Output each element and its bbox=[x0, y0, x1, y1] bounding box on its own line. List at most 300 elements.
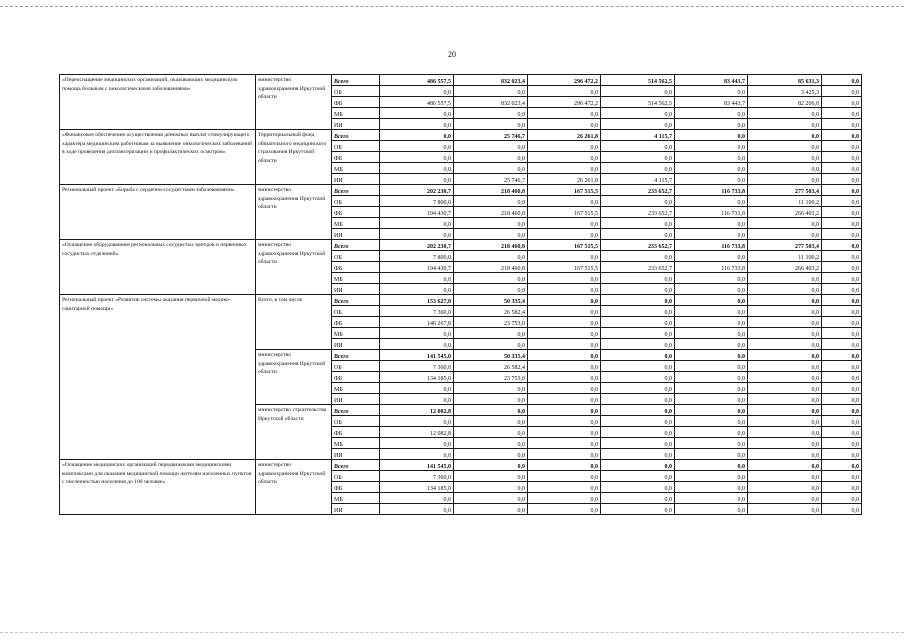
amount-cell: 0,0 bbox=[675, 427, 748, 438]
funding-source-cell: ИИ bbox=[332, 174, 380, 185]
amount-cell: 0,0 bbox=[601, 218, 675, 229]
table-row bbox=[60, 295, 862, 306]
measure-name-cell: «Оснащение оборудованием региональных сосудистых центров и первичных сосудистых отделений» bbox=[60, 240, 256, 295]
funding-source-cell: Всего bbox=[332, 185, 380, 196]
amount-cell: 0,0 bbox=[675, 108, 748, 119]
amount-cell: 0,0 bbox=[601, 163, 675, 174]
funding-source-cell: Всего bbox=[332, 405, 380, 416]
amount-cell: 0,0 bbox=[601, 427, 675, 438]
funding-source-cell: ИИ bbox=[332, 394, 380, 405]
amount-cell: 0,0 bbox=[748, 350, 822, 361]
amount-cell: 0,0 bbox=[380, 493, 454, 504]
amount-cell: 0,0 bbox=[748, 449, 822, 460]
amount-cell: 50 335,4 bbox=[454, 350, 528, 361]
amount-cell: 0,0 bbox=[675, 416, 748, 427]
funding-source-cell: МБ bbox=[332, 273, 380, 284]
amount-cell: 0,0 bbox=[675, 141, 748, 152]
amount-cell: 0,0 bbox=[675, 306, 748, 317]
amount-cell: 0,0 bbox=[748, 174, 822, 185]
amount-cell: 0,0 bbox=[675, 273, 748, 284]
amount-cell: 0,0 bbox=[454, 141, 528, 152]
amount-cell: 0,0 bbox=[528, 482, 601, 493]
amount-cell: 0,0 bbox=[675, 251, 748, 262]
amount-cell: 0,0 bbox=[601, 251, 675, 262]
amount-cell: 0,0 bbox=[822, 185, 862, 196]
amount-cell: 7 360,0 bbox=[380, 471, 454, 482]
amount-cell: 0,0 bbox=[748, 482, 822, 493]
amount-cell: 0,0 bbox=[528, 273, 601, 284]
amount-cell: 0,0 bbox=[601, 119, 675, 130]
amount-cell: 167 515,5 bbox=[528, 207, 601, 218]
amount-cell: 0,0 bbox=[601, 471, 675, 482]
amount-cell: 0,0 bbox=[822, 383, 862, 394]
amount-cell: 0,0 bbox=[675, 174, 748, 185]
amount-cell: 0,0 bbox=[675, 86, 748, 97]
measure-name-cell: «Переоснащение медицинских организаций, оказывающих медицинскую помощь больным с онкологическими заболеваниями» bbox=[60, 75, 256, 130]
funding-source-cell: ФБ bbox=[332, 482, 380, 493]
amount-cell: 0,0 bbox=[822, 317, 862, 328]
amount-cell: 0,0 bbox=[601, 438, 675, 449]
amount-cell: 4 115,7 bbox=[601, 130, 675, 141]
amount-cell: 25 746,7 bbox=[454, 130, 528, 141]
amount-cell: 0,0 bbox=[822, 207, 862, 218]
amount-cell: 26 582,4 bbox=[454, 361, 528, 372]
amount-cell: 202 230,7 bbox=[380, 240, 454, 251]
funding-source-cell: ИИ bbox=[332, 504, 380, 515]
amount-cell: 0,0 bbox=[748, 438, 822, 449]
amount-cell: 0,0 bbox=[675, 339, 748, 350]
amount-cell: 0,0 bbox=[822, 350, 862, 361]
amount-cell: 0,0 bbox=[822, 97, 862, 108]
amount-cell: 12 082,8 bbox=[380, 427, 454, 438]
amount-cell: 0,0 bbox=[380, 141, 454, 152]
amount-cell: 0,0 bbox=[454, 229, 528, 240]
amount-cell: 0,0 bbox=[675, 504, 748, 515]
amount-cell: 0,0 bbox=[454, 438, 528, 449]
funding-source-cell: ФБ bbox=[332, 152, 380, 163]
amount-cell: 0,0 bbox=[822, 229, 862, 240]
executor-cell: министерство здравоохранения Иркутской области bbox=[256, 460, 332, 515]
amount-cell: 0,0 bbox=[822, 460, 862, 471]
amount-cell: 266 403,2 bbox=[748, 207, 822, 218]
amount-cell: 134 185,0 bbox=[380, 372, 454, 383]
amount-cell: 0,0 bbox=[380, 174, 454, 185]
funding-source-cell: ФБ bbox=[332, 97, 380, 108]
funding-source-cell: ОБ bbox=[332, 251, 380, 262]
amount-cell: 0,0 bbox=[822, 328, 862, 339]
amount-cell: 0,0 bbox=[822, 284, 862, 295]
amount-cell: 832 023,4 bbox=[454, 75, 528, 86]
amount-cell: 0,0 bbox=[528, 339, 601, 350]
amount-cell: 25 746,7 bbox=[454, 174, 528, 185]
funding-source-cell: Всего bbox=[332, 295, 380, 306]
amount-cell: 0,0 bbox=[454, 394, 528, 405]
funding-source-cell: ФБ bbox=[332, 427, 380, 438]
amount-cell: 194 430,7 bbox=[380, 262, 454, 273]
amount-cell: 486 557,5 bbox=[380, 75, 454, 86]
amount-cell: 26 261,8 bbox=[528, 130, 601, 141]
amount-cell: 0,0 bbox=[822, 108, 862, 119]
executor-cell: министерство здравоохранения Иркутской области bbox=[256, 75, 332, 130]
amount-cell: 0,0 bbox=[822, 141, 862, 152]
amount-cell: 0,0 bbox=[528, 361, 601, 372]
amount-cell: 0,0 bbox=[822, 273, 862, 284]
amount-cell: 23 753,0 bbox=[454, 317, 528, 328]
amount-cell: 0,0 bbox=[675, 361, 748, 372]
amount-cell: 0,0 bbox=[748, 405, 822, 416]
amount-cell: 0,0 bbox=[454, 86, 528, 97]
amount-cell: 0,0 bbox=[675, 119, 748, 130]
amount-cell: 0,0 bbox=[528, 251, 601, 262]
amount-cell: 296 472,2 bbox=[528, 75, 601, 86]
funding-source-cell: ОБ bbox=[332, 416, 380, 427]
amount-cell: 0,0 bbox=[601, 141, 675, 152]
amount-cell: 0,0 bbox=[822, 372, 862, 383]
amount-cell: 0,0 bbox=[528, 196, 601, 207]
funding-source-cell: Всего bbox=[332, 350, 380, 361]
amount-cell: 12 082,8 bbox=[380, 405, 454, 416]
amount-cell: 202 230,7 bbox=[380, 185, 454, 196]
amount-cell: 0,0 bbox=[528, 86, 601, 97]
amount-cell: 0,0 bbox=[675, 284, 748, 295]
amount-cell: 0,0 bbox=[748, 493, 822, 504]
measure-name-cell: Региональный проект «Развитие системы оказания первичной медико-санитарной помощи» bbox=[60, 295, 256, 460]
funding-source-cell: ИИ bbox=[332, 339, 380, 350]
amount-cell: 0,0 bbox=[528, 163, 601, 174]
amount-cell: 0,0 bbox=[601, 229, 675, 240]
executor-cell: министерство здравоохранения Иркутской области bbox=[256, 185, 332, 240]
amount-cell: 0,0 bbox=[822, 427, 862, 438]
amount-cell: 11 100,2 bbox=[748, 196, 822, 207]
funding-source-cell: ИИ bbox=[332, 119, 380, 130]
amount-cell: 0,0 bbox=[748, 361, 822, 372]
amount-cell: 233 652,7 bbox=[601, 240, 675, 251]
amount-cell: 0,0 bbox=[528, 152, 601, 163]
amount-cell: 0,0 bbox=[748, 394, 822, 405]
amount-cell: 0,0 bbox=[748, 460, 822, 471]
amount-cell: 0,0 bbox=[380, 229, 454, 240]
amount-cell: 0,0 bbox=[748, 284, 822, 295]
amount-cell: 0,0 bbox=[454, 460, 528, 471]
amount-cell: 0,0 bbox=[380, 449, 454, 460]
amount-cell: 0,0 bbox=[601, 416, 675, 427]
amount-cell: 0,0 bbox=[380, 130, 454, 141]
amount-cell: 266 403,2 bbox=[748, 262, 822, 273]
amount-cell: 0,0 bbox=[601, 108, 675, 119]
funding-source-cell: МБ bbox=[332, 108, 380, 119]
amount-cell: 0,0 bbox=[528, 284, 601, 295]
amount-cell: 0,0 bbox=[675, 471, 748, 482]
amount-cell: 0,0 bbox=[454, 163, 528, 174]
amount-cell: 4 115,7 bbox=[601, 174, 675, 185]
funding-source-cell: ИИ bbox=[332, 229, 380, 240]
amount-cell: 0,0 bbox=[822, 306, 862, 317]
amount-cell: 0,0 bbox=[675, 218, 748, 229]
amount-cell: 83 443,7 bbox=[675, 75, 748, 86]
amount-cell: 0,0 bbox=[675, 317, 748, 328]
amount-cell: 0,0 bbox=[380, 339, 454, 350]
amount-cell: 0,0 bbox=[822, 75, 862, 86]
amount-cell: 0,0 bbox=[822, 119, 862, 130]
amount-cell: 0,0 bbox=[601, 482, 675, 493]
funding-source-cell: ОБ bbox=[332, 306, 380, 317]
amount-cell: 0,0 bbox=[601, 86, 675, 97]
amount-cell: 0,0 bbox=[822, 240, 862, 251]
amount-cell: 0,0 bbox=[748, 416, 822, 427]
amount-cell: 0,0 bbox=[822, 163, 862, 174]
amount-cell: 0,0 bbox=[822, 416, 862, 427]
amount-cell: 0,0 bbox=[748, 504, 822, 515]
executor-cell: министерство здравоохранения Иркутской области bbox=[256, 350, 332, 405]
amount-cell: 218 460,8 bbox=[454, 240, 528, 251]
amount-cell: 0,0 bbox=[454, 108, 528, 119]
amount-cell: 0,0 bbox=[675, 328, 748, 339]
amount-cell: 0,0 bbox=[601, 504, 675, 515]
amount-cell: 514 562,5 bbox=[601, 75, 675, 86]
amount-cell: 0,0 bbox=[748, 163, 822, 174]
amount-cell: 0,0 bbox=[822, 361, 862, 372]
budget-table-sheet bbox=[59, 74, 861, 515]
amount-cell: 233 652,7 bbox=[601, 185, 675, 196]
amount-cell: 0,0 bbox=[528, 493, 601, 504]
amount-cell: 0,0 bbox=[454, 471, 528, 482]
amount-cell: 0,0 bbox=[601, 339, 675, 350]
amount-cell: 141 545,0 bbox=[380, 350, 454, 361]
table-row bbox=[60, 185, 862, 196]
amount-cell: 0,0 bbox=[454, 449, 528, 460]
amount-cell: 0,0 bbox=[528, 141, 601, 152]
amount-cell: 832 023,4 bbox=[454, 97, 528, 108]
amount-cell: 0,0 bbox=[380, 86, 454, 97]
amount-cell: 0,0 bbox=[528, 504, 601, 515]
amount-cell: 0,0 bbox=[528, 471, 601, 482]
amount-cell: 0,0 bbox=[675, 229, 748, 240]
amount-cell: 0,0 bbox=[822, 86, 862, 97]
amount-cell: 26 582,4 bbox=[454, 306, 528, 317]
amount-cell: 0,0 bbox=[675, 438, 748, 449]
amount-cell: 0,0 bbox=[454, 339, 528, 350]
amount-cell: 0,0 bbox=[454, 482, 528, 493]
amount-cell: 167 515,5 bbox=[528, 240, 601, 251]
amount-cell: 0,0 bbox=[380, 119, 454, 130]
funding-source-cell: Всего bbox=[332, 240, 380, 251]
amount-cell: 0,0 bbox=[454, 504, 528, 515]
measure-name-cell: Региональный проект «Борьба с сердечно-сосудистыми заболеваниями» bbox=[60, 185, 256, 240]
amount-cell: 0,0 bbox=[380, 284, 454, 295]
amount-cell: 0,0 bbox=[748, 229, 822, 240]
amount-cell: 0,0 bbox=[675, 493, 748, 504]
amount-cell: 0,0 bbox=[454, 218, 528, 229]
amount-cell: 0,0 bbox=[601, 372, 675, 383]
amount-cell: 0,0 bbox=[528, 306, 601, 317]
amount-cell: 153 627,8 bbox=[380, 295, 454, 306]
amount-cell: 0,0 bbox=[380, 273, 454, 284]
amount-cell: 0,0 bbox=[675, 394, 748, 405]
funding-source-cell: МБ bbox=[332, 383, 380, 394]
amount-cell: 0,0 bbox=[454, 284, 528, 295]
amount-cell: 0,0 bbox=[454, 383, 528, 394]
amount-cell: 0,0 bbox=[822, 174, 862, 185]
amount-cell: 0,0 bbox=[528, 394, 601, 405]
funding-source-cell: ИИ bbox=[332, 449, 380, 460]
amount-cell: 0,0 bbox=[528, 317, 601, 328]
amount-cell: 0,0 bbox=[380, 383, 454, 394]
amount-cell: 0,0 bbox=[748, 273, 822, 284]
amount-cell: 0,0 bbox=[675, 130, 748, 141]
amount-cell: 0,0 bbox=[380, 504, 454, 515]
amount-cell: 0,0 bbox=[528, 372, 601, 383]
amount-cell: 0,0 bbox=[601, 295, 675, 306]
funding-source-cell: ФБ bbox=[332, 262, 380, 273]
amount-cell: 85 631,3 bbox=[748, 75, 822, 86]
amount-cell: 116 733,8 bbox=[675, 207, 748, 218]
amount-cell: 0,0 bbox=[601, 273, 675, 284]
funding-source-cell: ФБ bbox=[332, 317, 380, 328]
amount-cell: 218 460,8 bbox=[454, 262, 528, 273]
amount-cell: 0,0 bbox=[601, 152, 675, 163]
amount-cell: 7 800,0 bbox=[380, 196, 454, 207]
amount-cell: 0,0 bbox=[380, 152, 454, 163]
amount-cell: 0,0 bbox=[748, 427, 822, 438]
amount-cell: 0,0 bbox=[675, 295, 748, 306]
amount-cell: 0,0 bbox=[748, 317, 822, 328]
amount-cell: 0,0 bbox=[601, 383, 675, 394]
amount-cell: 7 360,0 bbox=[380, 306, 454, 317]
amount-cell: 0,0 bbox=[675, 152, 748, 163]
amount-cell: 11 100,2 bbox=[748, 251, 822, 262]
funding-source-cell: МБ bbox=[332, 493, 380, 504]
amount-cell: 0,0 bbox=[601, 449, 675, 460]
amount-cell: 0,0 bbox=[380, 416, 454, 427]
amount-cell: 167 515,5 bbox=[528, 185, 601, 196]
amount-cell: 218 460,8 bbox=[454, 207, 528, 218]
amount-cell: 0,0 bbox=[675, 372, 748, 383]
amount-cell: 0,0 bbox=[528, 218, 601, 229]
amount-cell: 82 206,0 bbox=[748, 97, 822, 108]
amount-cell: 0,0 bbox=[528, 449, 601, 460]
executor-cell: Всего, в том числе bbox=[256, 295, 332, 350]
amount-cell: 0,0 bbox=[380, 163, 454, 174]
amount-cell: 0,0 bbox=[454, 119, 528, 130]
amount-cell: 0,0 bbox=[748, 295, 822, 306]
amount-cell: 0,0 bbox=[454, 405, 528, 416]
amount-cell: 0,0 bbox=[822, 438, 862, 449]
amount-cell: 486 557,5 bbox=[380, 97, 454, 108]
amount-cell: 7 800,0 bbox=[380, 251, 454, 262]
amount-cell: 0,0 bbox=[528, 350, 601, 361]
amount-cell: 0,0 bbox=[380, 328, 454, 339]
amount-cell: 514 562,5 bbox=[601, 97, 675, 108]
funding-source-cell: ОБ bbox=[332, 361, 380, 372]
amount-cell: 116 733,8 bbox=[675, 262, 748, 273]
amount-cell: 0,0 bbox=[528, 405, 601, 416]
amount-cell: 116 733,8 bbox=[675, 185, 748, 196]
budget-table-body bbox=[60, 75, 862, 515]
amount-cell: 50 335,4 bbox=[454, 295, 528, 306]
amount-cell: 0,0 bbox=[822, 262, 862, 273]
amount-cell: 0,0 bbox=[380, 218, 454, 229]
funding-source-cell: ФБ bbox=[332, 207, 380, 218]
amount-cell: 0,0 bbox=[675, 460, 748, 471]
page-number: 20 bbox=[448, 50, 456, 59]
funding-source-cell: Всего bbox=[332, 75, 380, 86]
funding-source-cell: ФБ bbox=[332, 372, 380, 383]
amount-cell: 0,0 bbox=[822, 130, 862, 141]
amount-cell: 0,0 bbox=[528, 295, 601, 306]
amount-cell: 0,0 bbox=[601, 361, 675, 372]
amount-cell: 0,0 bbox=[822, 339, 862, 350]
amount-cell: 0,0 bbox=[748, 383, 822, 394]
funding-source-cell: ОБ bbox=[332, 196, 380, 207]
amount-cell: 0,0 bbox=[822, 218, 862, 229]
amount-cell: 277 503,4 bbox=[748, 240, 822, 251]
amount-cell: 0,0 bbox=[454, 273, 528, 284]
amount-cell: 0,0 bbox=[528, 229, 601, 240]
amount-cell: 0,0 bbox=[675, 350, 748, 361]
amount-cell: 116 733,8 bbox=[675, 240, 748, 251]
measure-name-cell: «Оснащение медицинских организаций передвижными медицинскими комплексами для оказания медицинской помощи жителям населенных пунктов с численностью населения до 100 человек» bbox=[60, 460, 256, 515]
funding-source-cell: Всего bbox=[332, 460, 380, 471]
amount-cell: 296 472,2 bbox=[528, 97, 601, 108]
amount-cell: 0,0 bbox=[380, 108, 454, 119]
amount-cell: 0,0 bbox=[601, 405, 675, 416]
amount-cell: 0,0 bbox=[822, 493, 862, 504]
amount-cell: 0,0 bbox=[601, 493, 675, 504]
funding-source-cell: Всего bbox=[332, 130, 380, 141]
amount-cell: 0,0 bbox=[380, 394, 454, 405]
executor-cell: Территориальный фонд обязательного медицинского страхования Иркутской области bbox=[256, 130, 332, 185]
amount-cell: 0,0 bbox=[601, 328, 675, 339]
amount-cell: 233 652,7 bbox=[601, 262, 675, 273]
amount-cell: 0,0 bbox=[601, 306, 675, 317]
table-row bbox=[60, 240, 862, 251]
amount-cell: 0,0 bbox=[822, 504, 862, 515]
amount-cell: 0,0 bbox=[528, 108, 601, 119]
amount-cell: 141 545,0 bbox=[380, 460, 454, 471]
amount-cell: 0,0 bbox=[675, 196, 748, 207]
amount-cell: 218 460,8 bbox=[454, 185, 528, 196]
amount-cell: 0,0 bbox=[675, 383, 748, 394]
amount-cell: 0,0 bbox=[748, 471, 822, 482]
amount-cell: 26 261,8 bbox=[528, 174, 601, 185]
amount-cell: 0,0 bbox=[822, 394, 862, 405]
funding-source-cell: ОБ bbox=[332, 471, 380, 482]
amount-cell: 0,0 bbox=[822, 405, 862, 416]
amount-cell: 194 430,7 bbox=[380, 207, 454, 218]
amount-cell: 3 425,3 bbox=[748, 86, 822, 97]
executor-cell: министерство строительства Иркутской области bbox=[256, 405, 332, 460]
amount-cell: 0,0 bbox=[454, 152, 528, 163]
budget-table bbox=[59, 74, 862, 515]
amount-cell: 0,0 bbox=[748, 372, 822, 383]
top-scan-border bbox=[0, 6, 904, 7]
amount-cell: 0,0 bbox=[454, 196, 528, 207]
funding-source-cell: ОБ bbox=[332, 141, 380, 152]
amount-cell: 23 753,0 bbox=[454, 372, 528, 383]
amount-cell: 0,0 bbox=[528, 427, 601, 438]
amount-cell: 0,0 bbox=[748, 328, 822, 339]
executor-cell: министерство здравоохранения Иркутской области bbox=[256, 240, 332, 295]
amount-cell: 0,0 bbox=[601, 350, 675, 361]
amount-cell: 0,0 bbox=[454, 427, 528, 438]
funding-source-cell: ИИ bbox=[332, 284, 380, 295]
amount-cell: 0,0 bbox=[675, 405, 748, 416]
amount-cell: 0,0 bbox=[748, 108, 822, 119]
amount-cell: 0,0 bbox=[528, 416, 601, 427]
funding-source-cell: МБ bbox=[332, 438, 380, 449]
amount-cell: 233 652,7 bbox=[601, 207, 675, 218]
amount-cell: 0,0 bbox=[822, 482, 862, 493]
